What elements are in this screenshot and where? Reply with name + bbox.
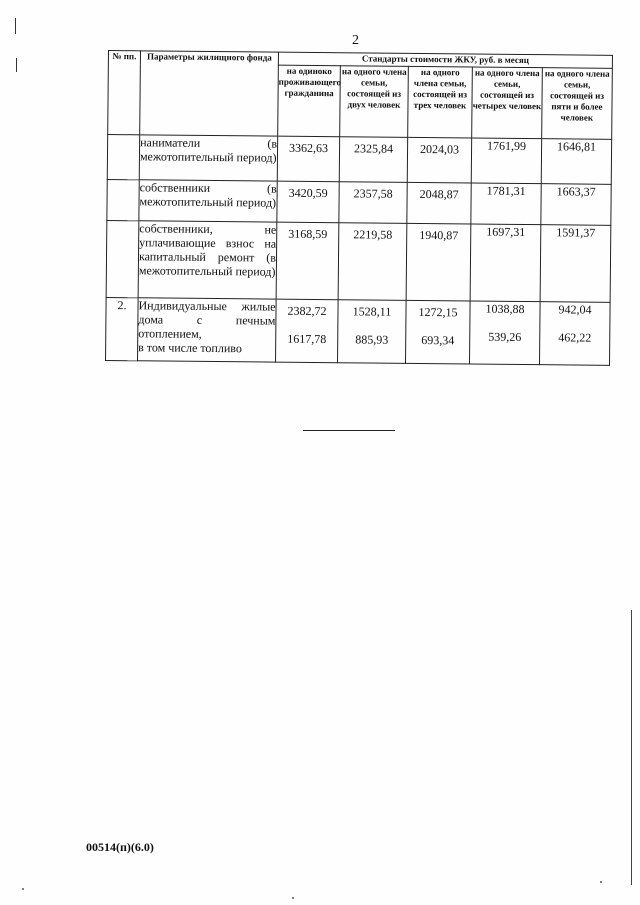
fuel-cost-value: 693,34 xyxy=(421,333,455,348)
column-header-single-person: на одиноко проживающего гражданина xyxy=(278,65,341,137)
fuel-cost-value: 539,26 xyxy=(488,329,522,344)
fuel-cost-value: 1617,78 xyxy=(287,331,327,347)
cost-value: 2382,72 xyxy=(287,303,327,319)
table-row xyxy=(107,179,611,225)
cost-value: 3168,59 xyxy=(276,222,339,300)
row-number xyxy=(107,179,139,220)
cost-value: 1528,11 xyxy=(352,304,392,319)
page-number: 2 xyxy=(352,33,359,48)
scan-edge-line xyxy=(631,610,632,885)
row-parameter: собственники (в межотопительный период) xyxy=(139,180,277,222)
column-header-number: № пп. xyxy=(108,51,141,135)
row-number xyxy=(107,135,139,180)
cost-value-pair xyxy=(470,301,541,365)
row-parameter: наниматели (в межотопительный период) xyxy=(139,135,277,181)
housing-cost-standards-table xyxy=(105,50,613,366)
row-parameter xyxy=(138,298,277,362)
scan-margin-mark xyxy=(16,58,17,72)
column-header-family-of-three: на одного члена семьи, состоящей из трех человек xyxy=(408,66,473,138)
cost-value: 1781,31 xyxy=(471,183,541,225)
table-row xyxy=(106,297,611,365)
document-code: 00514(п)(6.0) xyxy=(86,840,154,854)
cost-value: 2219,58 xyxy=(338,223,407,301)
cost-value: 2357,58 xyxy=(339,182,407,224)
row-number xyxy=(106,220,139,297)
cost-value-pair xyxy=(406,300,471,364)
table-row xyxy=(106,220,611,302)
cost-value: 2048,87 xyxy=(407,182,471,224)
table-row xyxy=(107,135,611,185)
cost-value-pair xyxy=(539,302,610,366)
scan-margin-mark xyxy=(15,18,16,34)
scan-speck xyxy=(292,897,294,899)
cost-value: 1697,31 xyxy=(470,224,541,302)
cost-value: 1761,99 xyxy=(471,138,541,184)
cost-value: 1272,15 xyxy=(418,304,458,320)
fuel-cost-value: 462,22 xyxy=(558,330,592,345)
scan-speck xyxy=(22,888,24,890)
scan-speck xyxy=(600,881,602,883)
cost-value-pair xyxy=(338,300,407,364)
cost-value: 942,04 xyxy=(558,302,592,317)
cost-value: 1646,81 xyxy=(541,139,611,185)
cost-value: 2325,84 xyxy=(339,137,407,183)
column-header-cost-standards: Стандарты стоимости ЖКУ, руб. в месяц xyxy=(278,52,612,68)
row-parameter: собственники, не уплачивающие взнос на капитальный ремонт (в межотопительный период) xyxy=(138,221,277,299)
cost-value: 1940,87 xyxy=(406,223,471,301)
cost-value: 2024,03 xyxy=(407,137,471,183)
column-header-parameters: Параметры жилищного фонда xyxy=(140,51,279,136)
fuel-cost-value: 885,93 xyxy=(355,332,389,347)
cost-value: 1038,88 xyxy=(485,301,525,317)
column-header-family-of-four: на одного члена семьи, состоящей из четырех человек xyxy=(472,67,543,139)
column-header-family-of-two: на одного члена семьи, состоящей из двух человек xyxy=(340,66,409,138)
cost-value: 3362,63 xyxy=(277,136,339,182)
row-number: 2. xyxy=(106,297,139,360)
cost-value: 1591,37 xyxy=(540,225,611,303)
cost-value-pair xyxy=(276,299,339,363)
cost-value: 1663,37 xyxy=(541,184,611,226)
column-header-family-of-five-plus: на одного члена семьи, состоящей из пяти и более человек xyxy=(542,68,613,140)
row-parameter-sub: в том числе топливо xyxy=(138,340,242,356)
end-of-table-divider xyxy=(303,430,395,431)
row-parameter-main: Индивидуальные жилые дома с печным отоплением, xyxy=(138,298,276,341)
cost-value: 3420,59 xyxy=(277,181,339,223)
